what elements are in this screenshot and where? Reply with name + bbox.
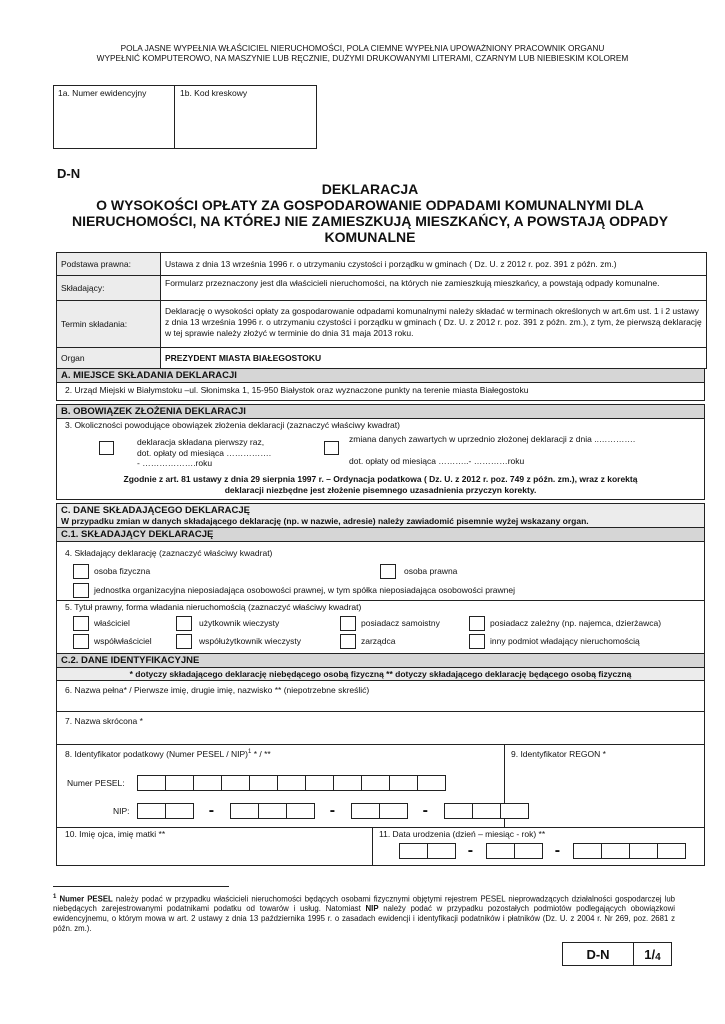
option-wspolwlasciciel: współwłaściciel (94, 636, 152, 646)
footnote (53, 893, 675, 934)
correction-note-l1: Zgodnie z art. 81 ustawy z dnia 29 sierpnia 1997 r. – Ordynacja podatkowa ( Dz. U. z 2012 r. poz. 749 z późn. zm.), wraz z korektą (123, 474, 638, 484)
field-10-imie-ojca-matki[interactable] (57, 828, 373, 866)
option-uzytkownik-wieczysty: użytkownik wieczysty (199, 618, 280, 628)
field-8-label-text: 8. Identyfikator podatkowy (Numer PESEL / NIP) (65, 749, 248, 759)
info-label: Termin składania: (57, 301, 161, 347)
page-title (60, 181, 680, 245)
field-7-label: 7. Nazwa skrócona * (65, 716, 143, 726)
title-line4: KOMUNALNE (324, 229, 416, 245)
option-zarzadca: zarządca (361, 636, 396, 646)
checkbox-wlasciciel[interactable] (73, 616, 89, 631)
footnote-text-1: należy podać w przypadku właścicieli nieruchomości będących osobami fizycznymi objętymi rejestrem PESEL nieprowadzących działalności gospodarczej lub niebędących zarejestrowanymi podatnikami podatku od towarów i usług. Natomiast (53, 894, 675, 914)
info-label: Podstawa prawna: (57, 253, 161, 275)
checkbox-inny-podmiot[interactable] (469, 634, 485, 649)
kod-kreskowy-field[interactable]: 1b. Kod kreskowy (180, 88, 248, 98)
title-line1: DEKLARACJA (321, 181, 419, 197)
checkbox-posiadacz-zalezny[interactable] (469, 616, 485, 631)
footnote-number: 1 (53, 894, 57, 900)
field-9-regon[interactable] (505, 745, 704, 828)
option-first-declaration (137, 437, 271, 469)
nip-label: NIP: (113, 806, 130, 816)
page-current: 1/ (644, 946, 656, 962)
info-table (56, 252, 707, 369)
section-header: C. DANE SKŁADAJĄCEGO DEKLARACJĘ (57, 504, 704, 516)
checkbox-jednostka-organizacyjna[interactable] (73, 583, 89, 598)
footnote-ref: 1 (247, 749, 252, 756)
option-osoba-fizyczna: osoba fizyczna (94, 566, 151, 576)
info-row-termin (57, 301, 706, 348)
option-inny-podmiot: inny podmiot władający nieruchomością (490, 636, 640, 646)
field-9-label: 9. Identyfikator REGON * (511, 749, 606, 759)
field-8-identyfikator (57, 745, 505, 828)
question-5-label: 5. Tytuł prawny, forma władania nieruchomością (zaznaczyć właściwy kwadrat) (65, 602, 362, 612)
pesel-input[interactable] (137, 774, 445, 792)
pesel-label: Numer PESEL: (67, 778, 125, 788)
checkbox-osoba-fizyczna[interactable] (73, 564, 89, 579)
option-change-declaration-l2: dot. opłaty od miesiąca ………..- …………roku (349, 456, 525, 466)
footnote-bold-nip: NIP (365, 904, 379, 914)
date-dash: - (467, 842, 474, 859)
numer-ewidencyjny-field[interactable]: 1a. Numer ewidencyjny (54, 86, 175, 148)
info-row-podstawa (57, 253, 706, 276)
checkbox-posiadacz-samoistny[interactable] (340, 616, 356, 631)
section-header: B. OBOWIĄZEK ZŁOŻENIA DEKLARACJI (57, 405, 704, 419)
footnote-divider (53, 886, 229, 887)
registration-box (53, 85, 317, 149)
info-value: Formularz przeznaczony jest dla właścicieli nieruchomości, na których nie zamieszkują mieszkańcy, a powstają odpady komunalne. (161, 276, 706, 300)
title-line3: NIERUCHOMOŚCI, NA KTÓREJ NIE ZAMIESZKUJĄ MIESZKAŃCY, A POWSTAJĄ ODPADY (71, 213, 669, 229)
c2-header: C.2. DANE IDENTYFIKACYJNE (57, 653, 704, 668)
info-value: PREZYDENT MIASTA BIAŁEGOSTOKU (161, 348, 706, 368)
header-note-line1: POLA JASNE WYPEŁNIA WŁAŚCICIEL NIERUCHOMOŚCI, POLA CIEMNE WYPEŁNIA UPOWAŻNIONY PRACOWNIK ORGANU (120, 43, 605, 53)
section-c (56, 503, 705, 866)
section-a (56, 368, 705, 401)
section-header: A. MIEJSCE SKŁADANIA DEKLARACJI (57, 369, 704, 383)
option-jednostka-organizacyjna: jednostka organizacyjna nieposiadająca osobowości prawnej, w tym spółka nieposiadająca osobowości prawnej (94, 585, 515, 595)
field-11-data-urodzenia (373, 828, 704, 866)
info-value: Deklarację o wysokości opłaty za gospodarowanie odpadami komunalnymi należy składać w terminach określonych w art.6m ust. 1 i 2 ustawy z dnia 13 września 1996 r. o utrzymaniu czystości i porządku w gminach ( Dz. U. z 2012 r. poz. 391 z późn. zm.), z tym, że pierwszą deklarację w tej sprawie należy złożyć w terminie do dnia 31 maja 2013 roku. (161, 301, 706, 347)
nip-dash: - (422, 802, 428, 819)
checkbox-first-declaration[interactable] (99, 439, 114, 457)
title-line2: O WYSOKOŚCI OPŁATY ZA GOSPODAROWANIE ODPADAMI KOMUNALNYMI DLA (96, 197, 644, 213)
checkbox-change-declaration[interactable] (324, 439, 339, 457)
question-4 (57, 547, 704, 601)
option-change-declaration-l1: zmiana danych zawartych w uprzednio złożonej deklaracji z dnia ..…………. (349, 434, 636, 444)
header-note-line2: WYPEŁNIĆ KOMPUTEROWO, NA MASZYNIE LUB RĘCZNIE, DUŻYMI DRUKOWANYMI LITERAMI, CZARNYM LUB NIEBIESKIM KOLOREM (96, 53, 629, 63)
field-8-label (57, 745, 504, 763)
option-line: dot. opłaty od miesiąca ……………. (137, 447, 272, 458)
field-8-label-tail: * / ** (251, 749, 271, 759)
correction-note-l2: deklaracji niezbędne jest złożenie pisemnego uzasadnienia przyczyn korekty. (224, 485, 537, 495)
option-wspoluzytkownik: współużytkownik wieczysty (199, 636, 302, 646)
c2-note: * dotyczy składającego deklarację niebędącego osobą fizyczną ** dotyczy składającego deklarację będącego osobą fizyczną (57, 668, 704, 681)
field-11-label: 11. Data urodzenia (dzień – miesiąc - rok) ** (379, 829, 546, 839)
birth-date-input[interactable] (399, 842, 685, 860)
nip-input[interactable] (137, 802, 528, 820)
checkbox-wspoluzytkownik[interactable] (176, 634, 192, 649)
option-line: - ……………….roku (137, 458, 213, 468)
section-b (56, 404, 705, 500)
info-value: Ustawa z dnia 13 września 1996 r. o utrzymaniu czystości i porządku w gminach ( Dz. U. z 2012 r. poz. 391 z późn. zm.) (161, 253, 706, 275)
c1-header: C.1. SKŁADAJĄCY DEKLARACJĘ (57, 528, 704, 542)
page-total: 4 (655, 951, 661, 963)
nip-dash: - (329, 802, 336, 819)
question-5 (57, 601, 704, 653)
field-6-nazwa-pelna[interactable] (57, 684, 704, 712)
question-4-label: 4. Składający deklarację (zaznaczyć właściwy kwadrat) (65, 548, 273, 558)
checkbox-zarzadca[interactable] (340, 634, 356, 649)
option-line: deklaracja składana pierwszy raz, (137, 437, 265, 447)
nip-dash: - (208, 802, 215, 819)
form-code: D-N (57, 166, 81, 181)
section-c-subheader: W przypadku zmian w danych składającego deklarację (np. w nazwie, adresie) należy zawiadomić pisemnie wyżej wskazany organ. (57, 516, 704, 528)
info-row-skladajacy (57, 276, 706, 301)
footnote-text-2: należy podać w przypadku pozostałych podmiotów podlegających obowiązkowi ewidencyjnemu, o którym mowa w art. 2 ustawy z dnia 13 października 1995 r. o zasadach ewidencji i identyfikacji podatników i płatników (Dz. U. z 2004 r. Nr 269, poz. 2681 z późn. zm.). (53, 904, 675, 933)
section-a-text: 2. Urząd Miejski w Białymstoku –ul. Słonimska 1, 15-950 Białystok oraz wyznaczone punkty na terenie miasta Białegostoku (65, 385, 529, 395)
checkbox-osoba-prawna[interactable] (380, 564, 396, 579)
field-6-label: 6. Nazwa pełna* / Pierwsze imię, drugie imię, nazwisko ** (niepotrzebne skreślić) (65, 685, 370, 695)
field-10-label: 10. Imię ojca, imię matki ** (65, 829, 166, 839)
field-7-nazwa-skrocona[interactable] (57, 712, 704, 745)
correction-note (57, 474, 704, 496)
option-posiadacz-zalezny: posiadacz zależny (np. najemca, dzierżawca) (490, 618, 662, 628)
footnote-bold-pesel: Numer PESEL (59, 894, 113, 904)
info-label: Organ (57, 348, 161, 368)
option-wlasciciel: właściciel (94, 618, 130, 628)
page-form-code: D-N (563, 943, 634, 965)
checkbox-wspolwlasciciel[interactable] (73, 634, 89, 649)
option-osoba-prawna: osoba prawna (404, 566, 458, 576)
checkbox-uzytkownik-wieczysty[interactable] (176, 616, 192, 631)
question-3: 3. Okoliczności powodujące obowiązek złożenia deklaracji (zaznaczyć właściwy kwadrat) (65, 420, 400, 430)
header-note (0, 43, 725, 63)
date-dash: - (554, 842, 561, 859)
info-row-organ (57, 348, 706, 368)
page-number (634, 943, 671, 965)
option-posiadacz-samoistny: posiadacz samoistny (361, 618, 440, 628)
page-indicator (562, 942, 672, 966)
info-label: Składający: (57, 276, 161, 300)
